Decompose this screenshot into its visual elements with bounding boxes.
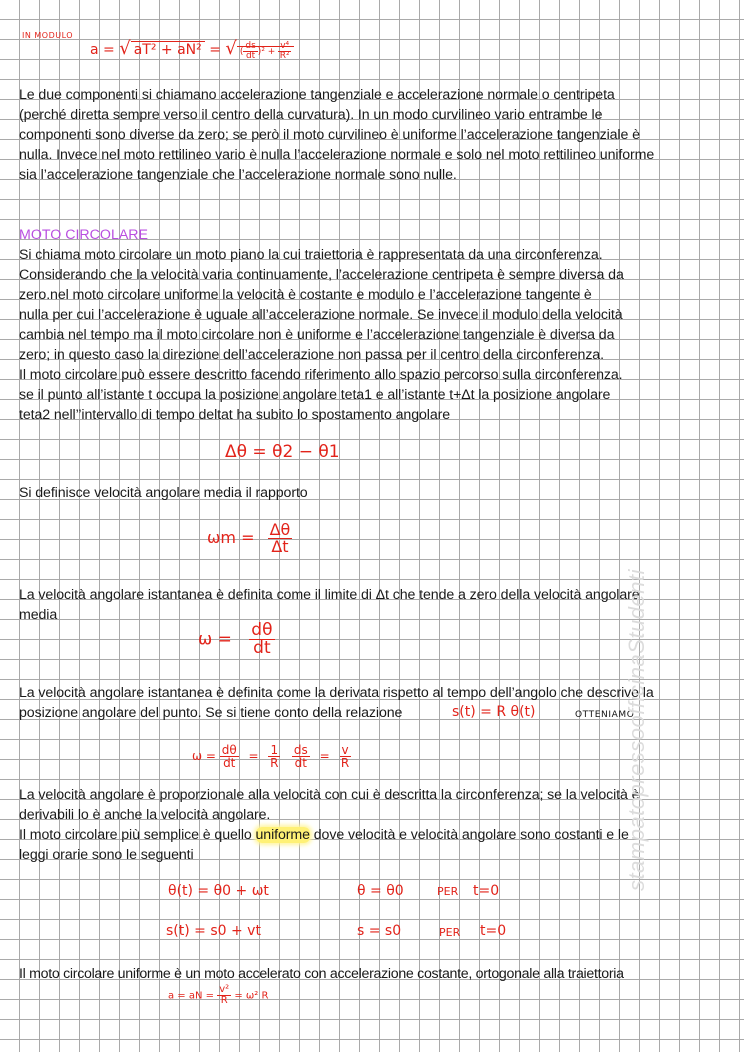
text-line: leggi orarie sono le seguenti [19,847,194,863]
text-line: componenti sono diverse da zero; se però il moto curvilineo è uniforme l’accelerazione tangenziale è [19,127,640,143]
formula-w: ω = $\frac{d\theta}{dt}$ [198,620,273,658]
text-line: teta2 nell’’intervallo di tempo deltat ha subito lo spostamento angolare [19,407,451,423]
law-theta-cond: t=0 [473,883,500,899]
text-line: nulla per cui l’accelerazione è uguale all’accelerazione normale. Se invece il modulo della velocità [19,307,623,323]
text-line: nulla. Invece nel moto rettilineo vario è nulla l’accelerazione normale e solo nel moto rettilineo uniforme [19,147,655,163]
text-derivata [19,683,654,723]
text-line-uniforme: Il moto circolare più semplice è quello uniforme dove velocità e velocità angolare sono costanti e le [19,827,629,843]
formula-lhs: a = [90,42,115,58]
law-s-init: s = s0 [357,923,402,939]
text-line: zero.nel moto circolare uniforme la velocità è costante e modulo e l’accelerazione tangente è [19,287,592,303]
formula-final: a = aN = $\frac{\text{v²}}{R}$ = ω² R [168,984,269,1006]
text-line: posizione angolare del punto. Se si tiene conto della relazione [19,705,403,721]
highlight-uniforme: uniforme [255,827,310,843]
text-line: La velocità angolare istantanea è definita come la derivata rispetto al tempo dell’angolo che descrive la [19,685,654,701]
text-line: La velocità angolare istantanea è definita come il limite di Δt che tende a zero della velocità angolare [19,587,640,603]
text-line: se il punto all’istante t occupa la posizione angolare teta1 e all’istante t+Δt la posizione angolare [19,387,611,403]
formula-w-chain: ω = $\frac{d\theta}{dt}$ = $\frac{1}{R}$ $\frac{ds}{dt}$ = $\frac{v}{R}$ [192,743,350,770]
sqrt-term-2: ( $\frac{ds}{dt}$ )² + $\frac{\text{v⁴}}{\text{R²}}$ [237,46,294,57]
law-theta-per: PER [437,885,459,898]
text-line: Il moto circolare può essere descritto facendo riferimento allo spazio percorso sulla circonferenza. [19,367,623,383]
formula-eq: = [209,42,221,58]
text-line: Le due componenti si chiamano accelerazione tangenziale e accelerazione normale o centripeta [19,87,615,103]
in-modulo-label: IN MODULO [22,31,74,40]
formula-s-inline: s(t) = R θ(t) [452,704,536,720]
paragraph-moto-circolare [19,245,624,425]
section-title: MOTO CIRCOLARE [19,227,149,243]
text-proporzionale [19,785,639,865]
text-media: Si definisce velocità angolare media il rapporto [19,485,308,501]
formula-wm: ωm = $\frac{\Delta\theta}{\Delta t}$ [207,520,291,556]
text-final: Il moto circolare uniforme è un moto accelerato con accelerazione costante, ortogonale alla traiettoria [19,966,624,982]
law-s: s(t) = s0 + vt [166,923,261,939]
text-line: La velocità angolare è proporzionale alla velocità con cui è descritta la circonferenza; se la velocità è [19,787,640,803]
law-s-per: PER [439,926,461,939]
formula-delta-theta: Δθ = θ2 − θ1 [225,442,340,462]
law-s-cond: t=0 [480,923,507,939]
text-line: Si chiama moto circolare un moto piano la cui traiettoria è rappresentata da una circonferenza. [19,247,603,263]
text-line: zero; in questo caso la direzione dell’accelerazione non passa per il centro della circonferenza. [19,347,604,363]
sqrt-term-1: aT² + aN² [131,41,205,58]
text-line: cambia nel tempo ma il moto circolare non è uniforme e l’accelerazione tangenziale è diversa da [19,327,615,343]
text-line: media [19,607,58,623]
paragraph-components [19,85,654,185]
formula-lhs: ωm = [207,528,255,547]
law-theta: θ(t) = θ0 + ωt [168,883,269,899]
watermark: stampatopressoofficinaStudenti [624,569,649,891]
text-line: derivabili lo è anche la velocità angolare. [19,807,271,823]
formula-lhs: ω = [198,629,232,650]
text-line: Considerando che la velocità varia continuamente, l’accelerazione centripeta è sempre diversa da [19,267,624,283]
note-otteniamo: OTTENIAMO [575,710,635,720]
text-istantanea [19,585,640,625]
text-line: (perché diretta sempre verso il centro della curvatura). In un modo curvilineo vario entrambe le [19,107,603,123]
formula-modulo: a = √ aT² + aN² = √ ( $\frac{ds}{dt}$ )² + $\frac{\text{v⁴}}{\text{R²}}$ [90,38,294,61]
text-line: sia l’accelerazione tangenziale che l’accelerazione normale sono nulle. [19,167,457,183]
law-theta-init: θ = θ0 [357,883,404,899]
